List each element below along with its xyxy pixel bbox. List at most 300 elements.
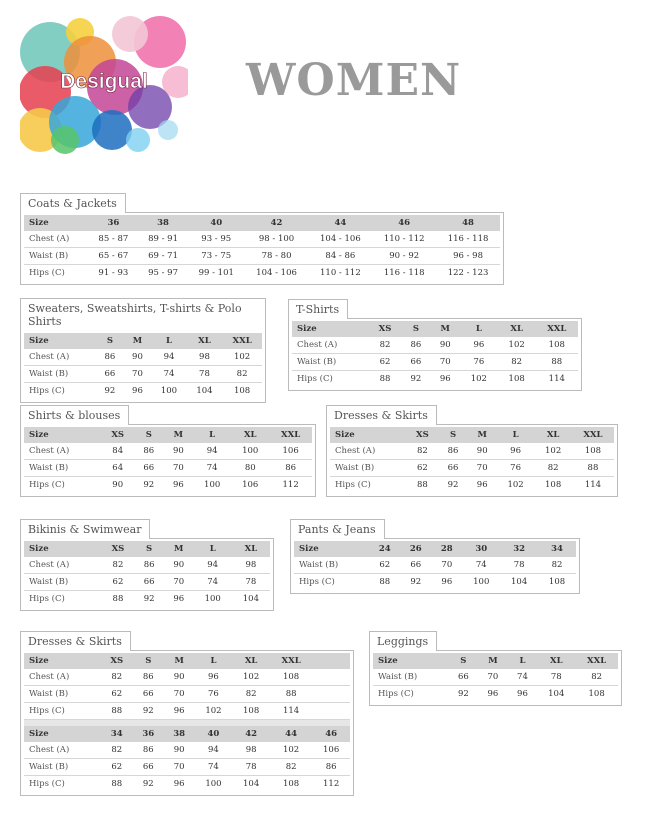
size-column-header: L bbox=[460, 321, 498, 337]
measurement-row bbox=[24, 574, 270, 591]
measurement-value: 104 bbox=[511, 577, 528, 587]
size-table bbox=[24, 333, 262, 399]
size-column-header bbox=[312, 653, 350, 669]
measurement-value bbox=[312, 669, 350, 686]
measurement-value: 96 bbox=[439, 374, 451, 384]
measurement-value: 70 bbox=[164, 686, 195, 703]
size-table bbox=[330, 427, 614, 493]
size-column-header: XXL bbox=[269, 427, 312, 443]
measurement-value: 100 bbox=[160, 386, 178, 396]
measurement-label: Waist (B) bbox=[24, 366, 96, 383]
measurement-value: 78 bbox=[537, 669, 575, 686]
measurement-value: 74 bbox=[195, 759, 233, 776]
measurement-value: 92 bbox=[133, 703, 164, 720]
size-column-header: XS bbox=[369, 321, 401, 337]
measurement-value: 82 bbox=[270, 759, 312, 776]
measurement-value: 104 bbox=[196, 386, 213, 396]
size-column-header: XXL bbox=[572, 427, 614, 443]
measurement-value: 88 bbox=[111, 779, 123, 789]
measurement-value: 78 bbox=[187, 366, 222, 383]
size-header-row bbox=[294, 541, 576, 557]
measurement-row bbox=[24, 443, 312, 460]
measurement-value: 92 bbox=[457, 689, 469, 699]
measurement-value: 88 bbox=[536, 354, 578, 371]
size-column-header: S bbox=[449, 653, 479, 669]
section-title: Coats & Jackets bbox=[20, 193, 126, 213]
measurement-value: 82 bbox=[498, 354, 536, 371]
measurement-label: Hips (C) bbox=[299, 577, 335, 587]
size-column-header: S bbox=[134, 541, 164, 557]
measurement-row bbox=[24, 248, 500, 265]
size-header-row bbox=[24, 427, 312, 443]
measurement-value: 78 bbox=[232, 759, 270, 776]
measurement-value: 76 bbox=[460, 354, 498, 371]
measurement-value: 74 bbox=[462, 557, 500, 574]
measurement-value: 86 bbox=[134, 557, 164, 574]
measurement-row bbox=[24, 686, 350, 703]
measurement-value: 90 - 92 bbox=[372, 248, 436, 265]
size-column-header: 48 bbox=[436, 215, 500, 231]
measurement-row bbox=[330, 460, 614, 477]
size-header-row bbox=[24, 215, 500, 231]
size-column-header: 36 bbox=[133, 726, 164, 742]
size-table-panel bbox=[20, 650, 354, 796]
measurement-value: 96 - 98 bbox=[436, 248, 500, 265]
measurement-value: 100 bbox=[231, 443, 269, 460]
size-column-header: XL bbox=[232, 541, 270, 557]
measurement-value: 96 bbox=[195, 669, 233, 686]
section-title: Leggings bbox=[369, 631, 437, 651]
measurement-label: Waist (B) bbox=[24, 686, 101, 703]
measurement-label: Hips (C) bbox=[29, 480, 65, 490]
size-label: Size bbox=[294, 541, 369, 557]
measurement-label: Chest (A) bbox=[24, 349, 96, 366]
measurement-value: 88 bbox=[270, 686, 312, 703]
measurement-value: 76 bbox=[497, 460, 535, 477]
measurement-value: 84 - 86 bbox=[308, 248, 372, 265]
measurement-value: 70 bbox=[431, 354, 460, 371]
measurement-value: 102 bbox=[270, 742, 312, 759]
measurement-row bbox=[373, 669, 618, 686]
measurement-value: 70 bbox=[164, 574, 194, 591]
measurement-value: 82 bbox=[101, 742, 133, 759]
size-header-row bbox=[24, 726, 350, 742]
measurement-row bbox=[292, 337, 578, 354]
measurement-value: 108 bbox=[545, 480, 562, 490]
size-label: Size bbox=[24, 333, 96, 349]
measurement-row bbox=[294, 574, 576, 591]
measurement-row bbox=[330, 477, 614, 494]
measurement-value: 96 bbox=[476, 480, 488, 490]
measurement-label: Chest (A) bbox=[292, 337, 369, 354]
measurement-value: 69 - 71 bbox=[138, 248, 188, 265]
measurement-value: 70 bbox=[164, 460, 194, 477]
measurement-value: 90 bbox=[164, 742, 195, 759]
measurement-value: 70 bbox=[478, 669, 508, 686]
measurement-value: 66 bbox=[134, 460, 164, 477]
measurement-label: Waist (B) bbox=[24, 248, 89, 265]
measurement-value: 102 bbox=[470, 374, 487, 384]
size-table bbox=[373, 653, 618, 702]
measurement-value: 80 bbox=[231, 460, 269, 477]
measurement-value: 74 bbox=[194, 574, 232, 591]
size-column-header: 28 bbox=[431, 541, 462, 557]
measurement-label: Chest (A) bbox=[24, 443, 101, 460]
measurement-value: 82 bbox=[538, 557, 576, 574]
measurement-row bbox=[24, 776, 350, 793]
measurement-value bbox=[312, 686, 350, 703]
size-column-header: 40 bbox=[188, 215, 245, 231]
size-column-header: XS bbox=[101, 427, 134, 443]
size-table-panel bbox=[20, 212, 504, 285]
measurement-value: 102 bbox=[534, 443, 572, 460]
measurement-value: 82 bbox=[534, 460, 572, 477]
measurement-value: 89 - 91 bbox=[138, 231, 188, 248]
measurement-value: 62 bbox=[101, 759, 133, 776]
measurement-value: 102 bbox=[507, 480, 524, 490]
size-column-header: XL bbox=[187, 333, 222, 349]
measurement-row bbox=[24, 759, 350, 776]
size-table bbox=[24, 427, 312, 493]
measurement-value: 70 bbox=[124, 366, 152, 383]
size-column-header: XL bbox=[534, 427, 572, 443]
measurement-value: 94 bbox=[193, 443, 231, 460]
size-header-row bbox=[292, 321, 578, 337]
measurement-value: 122 - 123 bbox=[447, 268, 489, 278]
measurement-value: 108 bbox=[282, 779, 300, 789]
measurement-value: 108 bbox=[232, 703, 270, 720]
measurement-value: 88 bbox=[379, 374, 391, 384]
size-header-row bbox=[330, 427, 614, 443]
measurement-value: 85 - 87 bbox=[89, 231, 139, 248]
size-column-header: 34 bbox=[101, 726, 133, 742]
dresses-skirts-section bbox=[326, 404, 618, 497]
size-column-header: M bbox=[124, 333, 152, 349]
measurement-label: Waist (B) bbox=[373, 669, 449, 686]
measurement-value: 86 bbox=[438, 443, 467, 460]
measurement-value bbox=[312, 703, 350, 720]
measurement-value: 114 bbox=[270, 703, 312, 720]
measurement-label: Waist (B) bbox=[292, 354, 369, 371]
section-title: Bikinis & Swimwear bbox=[20, 519, 150, 539]
measurement-value: 90 bbox=[112, 480, 124, 490]
size-column-header: XL bbox=[537, 653, 575, 669]
measurement-value: 66 bbox=[134, 574, 164, 591]
size-column-header: M bbox=[164, 653, 195, 669]
bikinis-swimwear-section bbox=[20, 518, 274, 611]
size-header-row bbox=[24, 333, 262, 349]
measurement-value: 62 bbox=[102, 574, 135, 591]
measurement-value: 98 bbox=[232, 557, 270, 574]
measurement-row bbox=[24, 231, 500, 248]
measurement-value: 110 - 112 bbox=[320, 268, 361, 278]
measurement-value: 84 bbox=[101, 443, 134, 460]
measurement-value: 78 - 80 bbox=[245, 248, 309, 265]
measurement-label: Hips (C) bbox=[29, 386, 65, 396]
size-column-header: 26 bbox=[400, 541, 431, 557]
page-title: WOMEN bbox=[246, 55, 462, 106]
size-column-header: S bbox=[438, 427, 467, 443]
size-table-panel bbox=[20, 330, 266, 403]
measurement-value: 104 bbox=[242, 594, 259, 604]
measurement-row bbox=[294, 557, 576, 574]
section-title: Pants & Jeans bbox=[290, 519, 385, 539]
measurement-value: 86 bbox=[133, 669, 164, 686]
measurement-value: 108 bbox=[572, 443, 614, 460]
size-label: Size bbox=[24, 653, 101, 669]
size-table-panel bbox=[290, 538, 580, 594]
size-column-header: XS bbox=[101, 653, 133, 669]
size-column-header: 40 bbox=[195, 726, 233, 742]
size-label: Size bbox=[373, 653, 449, 669]
size-column-header: 34 bbox=[538, 541, 576, 557]
size-column-header: M bbox=[478, 653, 508, 669]
measurement-value: 90 bbox=[431, 337, 460, 354]
measurement-value: 74 bbox=[151, 366, 186, 383]
measurement-value: 102 bbox=[195, 703, 233, 720]
size-label: Size bbox=[292, 321, 369, 337]
measurement-row bbox=[24, 383, 262, 400]
size-column-header: XL bbox=[232, 653, 270, 669]
measurement-value: 82 bbox=[406, 443, 438, 460]
measurement-value: 108 bbox=[548, 577, 566, 587]
measurement-value: 66 bbox=[400, 557, 431, 574]
measurement-value: 104 - 106 bbox=[308, 231, 372, 248]
size-table bbox=[24, 541, 270, 607]
measurement-value: 74 bbox=[193, 460, 231, 477]
size-column-header: 36 bbox=[89, 215, 139, 231]
measurement-label: Hips (C) bbox=[24, 703, 101, 720]
measurement-value: 88 bbox=[416, 480, 428, 490]
measurement-label: Waist (B) bbox=[24, 759, 101, 776]
measurement-value: 62 bbox=[406, 460, 438, 477]
measurement-value: 96 bbox=[460, 337, 498, 354]
measurement-value: 62 bbox=[369, 557, 400, 574]
size-table bbox=[24, 215, 500, 281]
size-header-row bbox=[24, 541, 270, 557]
measurement-value: 104 bbox=[243, 779, 260, 789]
measurement-value: 91 - 93 bbox=[98, 268, 129, 278]
size-table bbox=[294, 541, 576, 590]
measurement-row bbox=[292, 371, 578, 388]
measurement-value: 99 - 101 bbox=[198, 268, 234, 278]
measurement-label: Waist (B) bbox=[24, 460, 101, 477]
size-label: Size bbox=[24, 726, 101, 742]
measurement-row bbox=[24, 669, 350, 686]
size-column-header: L bbox=[194, 541, 232, 557]
measurement-value: 106 bbox=[312, 742, 350, 759]
measurement-value: 82 bbox=[575, 669, 618, 686]
measurement-value: 82 bbox=[232, 686, 270, 703]
measurement-value: 90 bbox=[164, 557, 194, 574]
size-column-header: L bbox=[151, 333, 186, 349]
measurement-value: 108 bbox=[536, 337, 578, 354]
measurement-value: 92 bbox=[410, 374, 422, 384]
measurement-value: 114 bbox=[548, 374, 565, 384]
size-label: Size bbox=[24, 215, 89, 231]
measurement-row bbox=[24, 742, 350, 759]
size-column-header: 38 bbox=[138, 215, 188, 231]
measurement-value: 108 bbox=[233, 386, 251, 396]
measurement-value: 116 - 118 bbox=[436, 231, 500, 248]
measurement-value: 82 bbox=[369, 337, 401, 354]
measurement-value: 82 bbox=[101, 669, 133, 686]
leggings-section bbox=[369, 630, 622, 706]
measurement-value: 96 bbox=[441, 577, 453, 587]
size-column-header: XXL bbox=[575, 653, 618, 669]
measurement-value: 66 bbox=[401, 354, 430, 371]
measurement-value: 98 bbox=[187, 349, 222, 366]
size-column-header: XS bbox=[102, 541, 135, 557]
size-column-header: XL bbox=[231, 427, 269, 443]
measurement-value: 70 bbox=[431, 557, 462, 574]
size-header-row bbox=[24, 653, 350, 669]
coats-jackets-section bbox=[20, 192, 504, 285]
measurement-value: 108 bbox=[588, 689, 605, 699]
measurement-value: 94 bbox=[151, 349, 186, 366]
measurement-value: 82 bbox=[222, 366, 262, 383]
measurement-value: 100 bbox=[204, 480, 221, 490]
measurement-label: Hips (C) bbox=[297, 374, 333, 384]
measurement-value: 98 bbox=[232, 742, 270, 759]
measurement-value: 102 bbox=[498, 337, 536, 354]
measurement-value: 92 bbox=[447, 480, 459, 490]
measurement-value: 108 bbox=[270, 669, 312, 686]
tshirts-section bbox=[288, 298, 582, 391]
measurement-label: Chest (A) bbox=[330, 443, 406, 460]
measurement-value: 96 bbox=[172, 480, 184, 490]
size-column-header: S bbox=[134, 427, 164, 443]
measurement-value: 90 bbox=[124, 349, 152, 366]
measurement-value: 96 bbox=[164, 703, 195, 720]
size-table-panel bbox=[20, 538, 274, 611]
size-column-header: M bbox=[164, 427, 194, 443]
size-column-header: XS bbox=[406, 427, 438, 443]
measurement-value: 78 bbox=[500, 557, 538, 574]
dresses-skirts-numeric-section bbox=[20, 630, 354, 796]
measurement-row bbox=[24, 557, 270, 574]
size-column-header: L bbox=[195, 653, 233, 669]
size-column-header: 44 bbox=[270, 726, 312, 742]
measurement-row bbox=[24, 349, 262, 366]
size-table-panel bbox=[326, 424, 618, 497]
size-label: Size bbox=[330, 427, 406, 443]
measurement-value: 88 bbox=[379, 577, 391, 587]
size-column-header: 44 bbox=[308, 215, 372, 231]
size-column-header: 42 bbox=[245, 215, 309, 231]
measurement-value: 66 bbox=[133, 759, 164, 776]
size-column-header: S bbox=[133, 653, 164, 669]
measurement-value: 95 - 97 bbox=[148, 268, 178, 278]
measurement-value: 102 bbox=[232, 669, 270, 686]
measurement-row bbox=[24, 460, 312, 477]
measurement-value: 100 bbox=[204, 594, 221, 604]
measurement-value: 86 bbox=[96, 349, 124, 366]
size-table bbox=[24, 653, 350, 792]
measurement-value: 74 bbox=[508, 669, 538, 686]
size-column-header: S bbox=[96, 333, 124, 349]
measurement-value: 90 bbox=[164, 669, 195, 686]
measurement-value: 86 bbox=[133, 742, 164, 759]
measurement-value: 90 bbox=[164, 443, 194, 460]
measurement-value: 66 bbox=[96, 366, 124, 383]
measurement-label: Waist (B) bbox=[330, 460, 406, 477]
measurement-label: Hips (C) bbox=[378, 689, 414, 699]
measurement-value: 112 bbox=[282, 480, 299, 490]
size-column-header: 30 bbox=[462, 541, 500, 557]
size-column-header: XXL bbox=[536, 321, 578, 337]
measurement-value: 106 bbox=[242, 480, 259, 490]
measurement-value: 104 bbox=[548, 689, 565, 699]
size-column-header: M bbox=[164, 541, 194, 557]
size-column-header: XL bbox=[498, 321, 536, 337]
measurement-label: Hips (C) bbox=[335, 480, 371, 490]
measurement-value: 110 - 112 bbox=[372, 231, 436, 248]
measurement-value: 98 - 100 bbox=[245, 231, 309, 248]
measurement-label: Hips (C) bbox=[29, 779, 65, 789]
measurement-value: 93 - 95 bbox=[188, 231, 245, 248]
measurement-label: Chest (A) bbox=[24, 231, 89, 248]
size-label: Size bbox=[24, 427, 101, 443]
measurement-value: 78 bbox=[232, 574, 270, 591]
measurement-label: Hips (C) bbox=[29, 268, 65, 278]
measurement-value: 96 bbox=[497, 443, 535, 460]
section-title: Shirts & blouses bbox=[20, 405, 129, 425]
measurement-row bbox=[24, 591, 270, 608]
measurement-value: 116 - 118 bbox=[383, 268, 425, 278]
measurement-value: 70 bbox=[164, 759, 195, 776]
shirts-blouses-section bbox=[20, 404, 316, 497]
measurement-value: 106 bbox=[269, 443, 312, 460]
measurement-value: 65 - 67 bbox=[89, 248, 139, 265]
measurement-value: 96 bbox=[517, 689, 528, 699]
measurement-row bbox=[292, 354, 578, 371]
measurement-value: 62 bbox=[101, 686, 133, 703]
logo-wordmark: Desigual bbox=[60, 70, 148, 93]
measurement-value: 62 bbox=[369, 354, 401, 371]
measurement-value: 102 bbox=[222, 349, 262, 366]
size-column-header: 46 bbox=[312, 726, 350, 742]
section-title: Dresses & Skirts bbox=[20, 631, 131, 651]
size-column-header: 24 bbox=[369, 541, 400, 557]
size-column-header: 42 bbox=[232, 726, 270, 742]
measurement-value: 100 bbox=[205, 779, 222, 789]
measurement-value: 94 bbox=[194, 557, 232, 574]
brand-logo bbox=[20, 12, 188, 154]
measurement-value: 90 bbox=[468, 443, 497, 460]
size-column-header: 32 bbox=[500, 541, 538, 557]
size-column-header: XXL bbox=[270, 653, 312, 669]
measurement-value: 96 bbox=[173, 594, 185, 604]
measurement-value: 66 bbox=[133, 686, 164, 703]
measurement-value: 92 bbox=[410, 577, 422, 587]
measurement-value: 92 bbox=[142, 779, 154, 789]
section-title: Sweaters, Sweatshirts, T-shirts & Polo Shirts bbox=[20, 298, 266, 331]
measurement-value: 94 bbox=[195, 742, 233, 759]
measurement-label: Waist (B) bbox=[294, 557, 369, 574]
measurement-value: 100 bbox=[473, 577, 490, 587]
measurement-value: 92 bbox=[143, 594, 155, 604]
measurement-value: 88 bbox=[112, 594, 124, 604]
measurement-row bbox=[24, 366, 262, 383]
measurement-value: 66 bbox=[449, 669, 479, 686]
size-column-header: M bbox=[431, 321, 460, 337]
measurement-value: 104 - 106 bbox=[256, 268, 297, 278]
measurement-value: 66 bbox=[438, 460, 467, 477]
size-column-header: M bbox=[468, 427, 497, 443]
size-column-header: S bbox=[401, 321, 430, 337]
size-table-panel bbox=[288, 318, 582, 391]
